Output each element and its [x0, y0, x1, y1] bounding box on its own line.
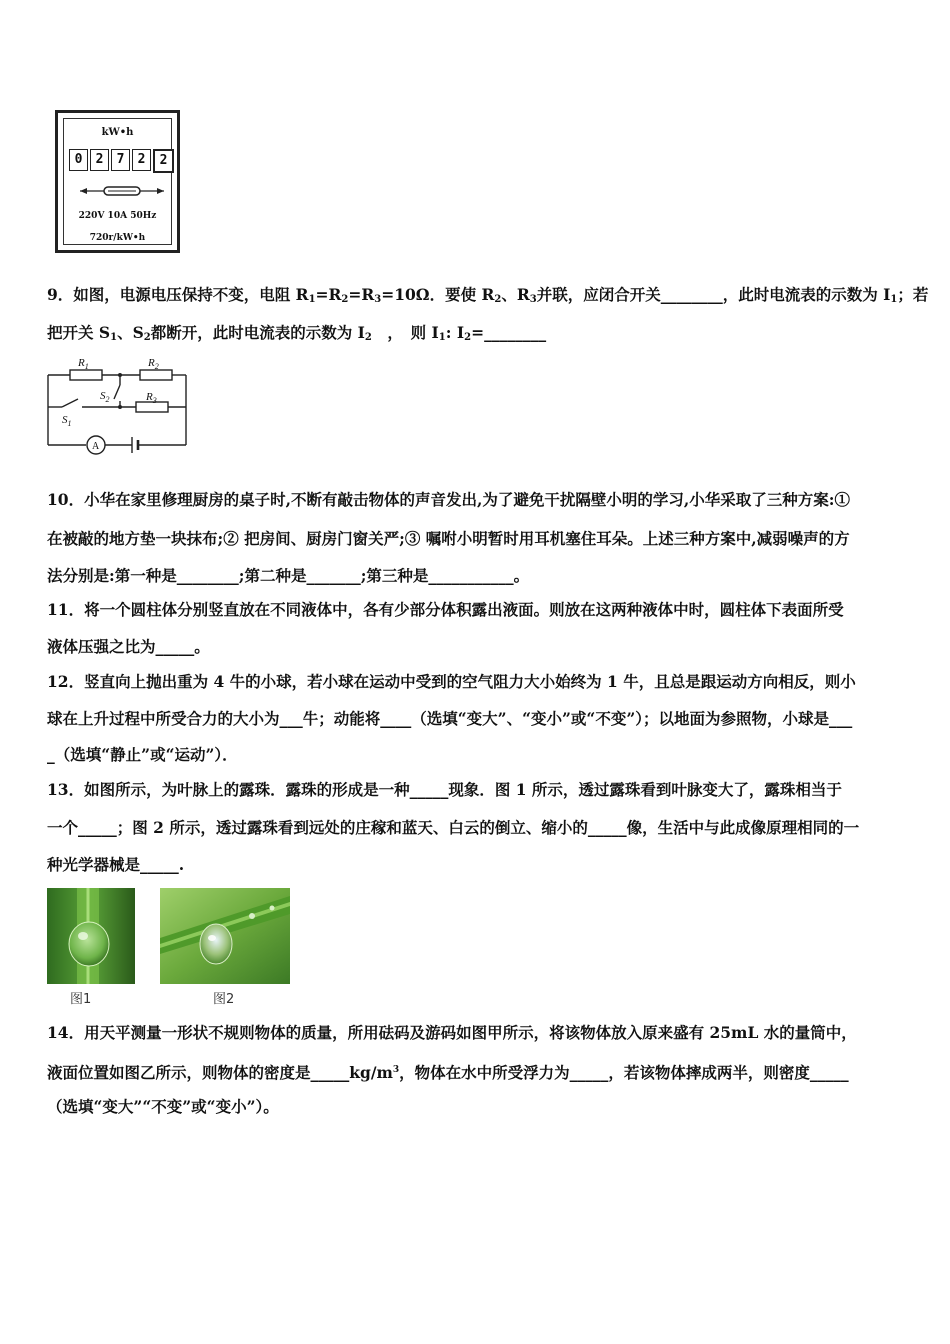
circuit-label-r3: $R_3$: [146, 391, 157, 405]
circuit-label-s1: $S_1$: [62, 414, 72, 428]
meter-digit: 2: [90, 149, 109, 171]
meter-digit: 2: [132, 149, 151, 171]
q13-line-2: 一个_____；图 2 所示，透过露珠看到远处的庄稼和蓝天、白云的倒立、缩小的_____像，生活中与此成像原理相同的一: [47, 818, 860, 837]
circuit-label-ammeter: A: [92, 441, 100, 452]
q13-line-1: 13．如图所示，为叶脉上的露珠．露珠的形成是一种_____现象．图 1 所示，透过露珠看到叶脉变大了，露珠相当于: [47, 780, 842, 799]
meter-digit: 7: [111, 149, 130, 171]
q14-line-2: 液面位置如图乙所示，则物体的密度是$\_\_\_\_\_kg/m^3$，物体在水中所受浮力为_____，若该物体摔成两半，则密度_____: [47, 1063, 849, 1083]
q9-line-1: 9．如图，电源电压保持不变，电阻 $R_1=R_2=R_3=10\Omega$．要使 $R_2$、$R_3$并联，应闭合开关________，此时电流表的示数为 $I_1$；若: [47, 285, 929, 305]
q10-line-1: 10．小华在家里修理厨房的桌子时,不断有敲击物体的声音发出,为了避免干扰隔壁小明的学习,小华采取了三种方案:①: [47, 490, 850, 509]
q14-line-1: 14．用天平测量一形状不规则物体的质量，所用砝码及游码如图甲所示，将该物体放入原来盛有 25mL 水的量筒中，: [47, 1023, 857, 1042]
q12-line-3: _（选填“静止”或“运动”）．: [47, 745, 238, 764]
meter-digit: 0: [69, 149, 88, 171]
q12-line-2: 球在上升过程中所受合力的大小为___牛；动能将____（选填“变大”、“变小”或“不变”）；以地面为参照物，小球是___: [47, 709, 853, 728]
meter-digits: [69, 149, 176, 173]
q11-line-2: 液体压强之比为_____。: [47, 637, 210, 656]
circuit-label-r1: $R_1$: [78, 357, 89, 371]
dewdrop-photo-1: [47, 888, 135, 984]
meter-digit: 2: [153, 149, 174, 173]
q12-line-1: 12．竖直向上抛出重为 4 牛的小球，若小球在运动中受到的空气阻力大小始终为 1 牛，且总是跟运动方向相反，则小: [47, 672, 856, 691]
q10-line-3: 法分别是:第一种是________;第二种是_______;第三种是___________。: [47, 566, 530, 585]
circuit-label-r2: $R_2$: [148, 357, 159, 371]
q11-line-1: 11．将一个圆柱体分别竖直放在不同液体中，各有少部分体积露出液面。则放在这两种液体中时，圆柱体下表面所受: [47, 600, 844, 619]
meter-rev: 720r/kW•h: [89, 233, 146, 243]
q9-line-2: 把开关 $S_1$、$S_2$都断开，此时电流表的示数为 $I_2$ ， 则 $I_1$: $I_2=\_\_\_\_\_\_\_\_$: [47, 323, 547, 343]
meter-unit: kW•h: [101, 127, 134, 138]
meter-spec: 220V 10A 50Hz: [78, 211, 157, 221]
q14-line-3: （选填“变大”“不变”或“变小”）。: [47, 1097, 279, 1116]
circuit-diagram: [44, 353, 192, 457]
figure-1-caption: 图1: [70, 992, 92, 1007]
meter-disc-icon: [78, 183, 166, 199]
q10-line-2: 在被敲的地方垫一块抹布;② 把房间、厨房门窗关严;③ 嘱咐小明暂时用耳机塞住耳朵。上述三种方案中,减弱噪声的方: [47, 529, 850, 548]
figure-2-caption: 图2: [213, 992, 235, 1007]
dewdrop-photo-2: [160, 888, 290, 984]
q13-line-3: 种光学器械是_____.: [47, 855, 185, 874]
circuit-label-s2: $S_2$: [100, 390, 110, 404]
electric-meter-figure: [55, 110, 180, 253]
